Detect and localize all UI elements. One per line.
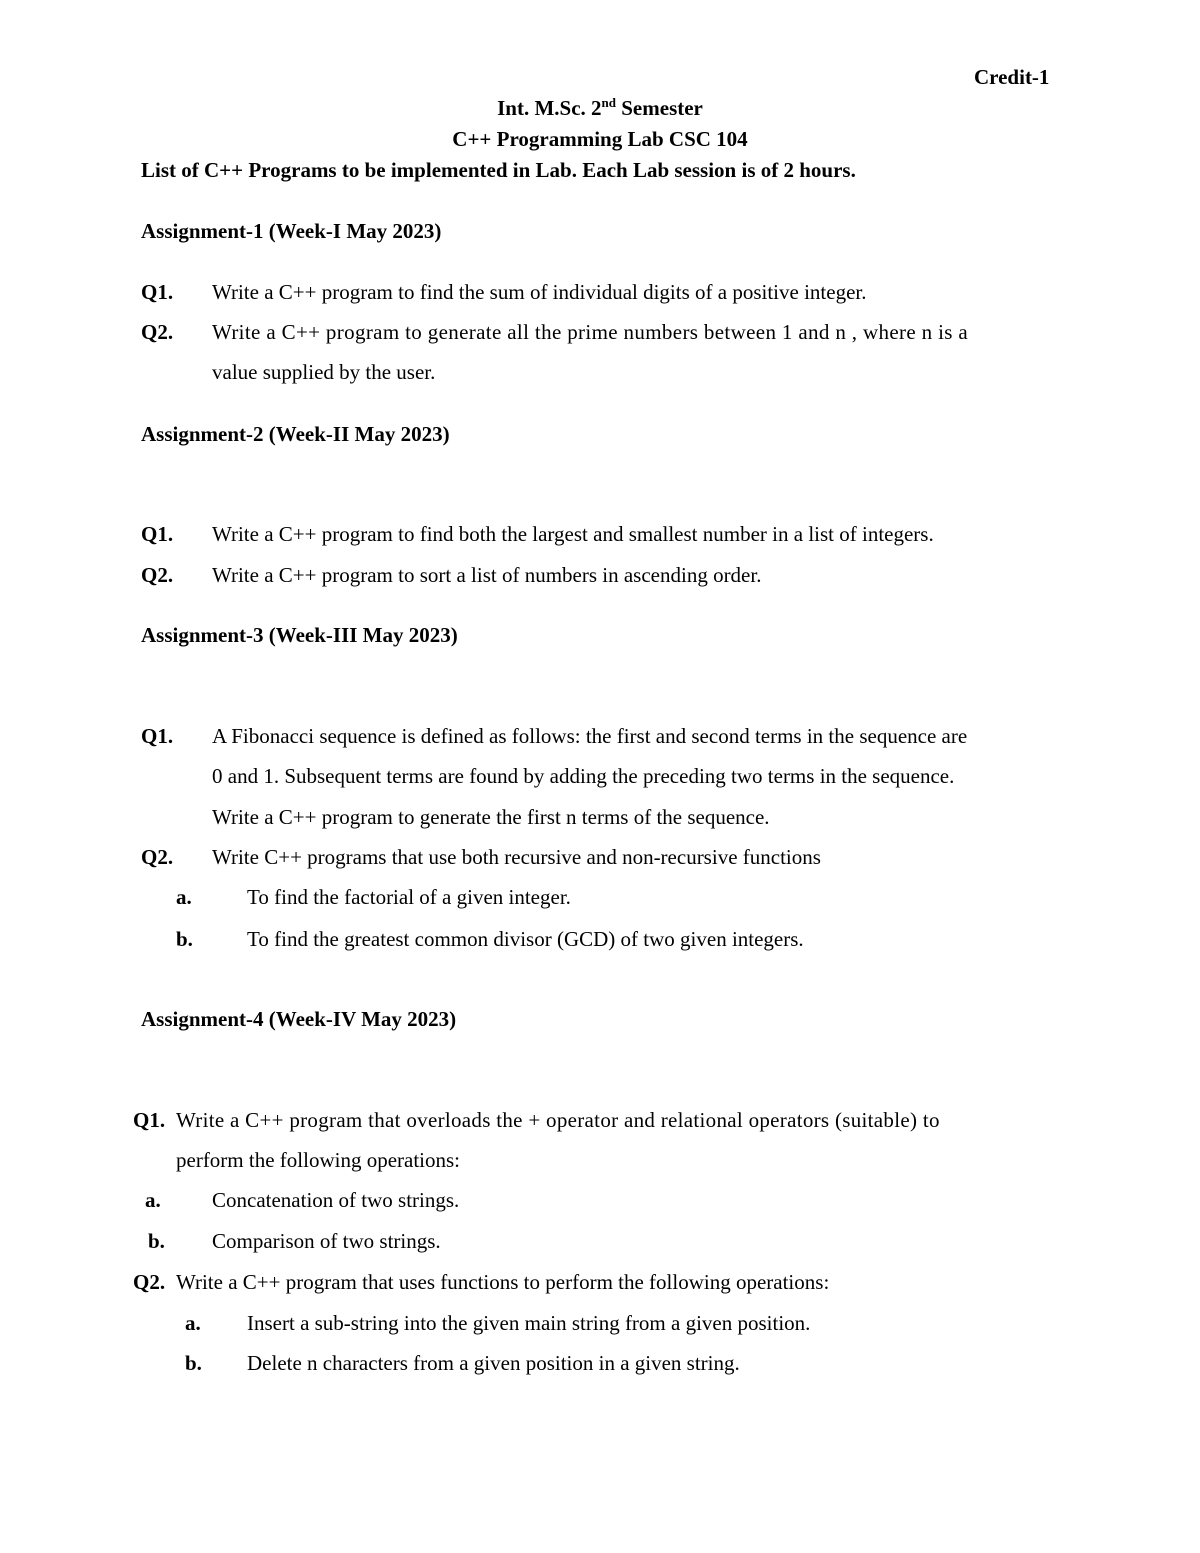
- question-text: Write a C++ program to find the sum of individual digits of a positive integer.: [212, 280, 867, 304]
- credit-label: Credit-1: [974, 65, 1050, 89]
- question-text: Write a C++ program that overloads the + operator and relational operators (suitable) to: [176, 1108, 940, 1132]
- subitem-text: Concatenation of two strings.: [212, 1188, 460, 1212]
- question-label: Q2.: [141, 845, 174, 869]
- question-text: Write C++ programs that use both recursive and non-recursive functions: [212, 845, 821, 869]
- course-semester-text: Int. M.Sc. 2: [497, 96, 602, 120]
- question-text: Write a C++ program to find both the largest and smallest number in a list of integers.: [212, 522, 934, 546]
- assignment-4-title: Assignment-4 (Week-IV May 2023): [141, 1007, 457, 1031]
- subitem-text: To find the factorial of a given integer.: [247, 885, 571, 909]
- subitem-label: b.: [148, 1229, 165, 1253]
- question-label: Q1.: [141, 280, 174, 304]
- course-semester: [0, 95, 1200, 121]
- subitem-text: Comparison of two strings.: [212, 1229, 441, 1253]
- question-text: value supplied by the user.: [212, 360, 436, 384]
- question-label: Q2.: [141, 563, 174, 587]
- assignment-3-title: Assignment-3 (Week-III May 2023): [141, 623, 458, 647]
- intro-line: List of C++ Programs to be implemented in Lab. Each Lab session is of 2 hours.: [141, 158, 856, 182]
- ordinal-suffix: nd: [601, 95, 616, 110]
- subitem-text: Delete n characters from a given position in a given string.: [247, 1351, 740, 1375]
- question-text: 0 and 1. Subsequent terms are found by adding the preceding two terms in the sequence.: [212, 764, 955, 788]
- subitem-text: To find the greatest common divisor (GCD) of two given integers.: [247, 927, 804, 951]
- subitem-label: b.: [185, 1351, 202, 1375]
- question-label: Q1.: [133, 1108, 166, 1132]
- course-title: C++ Programming Lab CSC 104: [452, 127, 748, 151]
- subitem-text: Insert a sub-string into the given main string from a given position.: [247, 1311, 811, 1335]
- question-label: Q2.: [141, 320, 174, 344]
- question-text: perform the following operations:: [176, 1148, 461, 1172]
- subitem-label: a.: [176, 885, 192, 909]
- subitem-label: b.: [176, 927, 193, 951]
- course-semester-tail: Semester: [616, 96, 703, 120]
- assignment-2-title: Assignment-2 (Week-II May 2023): [141, 422, 450, 446]
- question-label: Q2.: [133, 1270, 166, 1294]
- subitem-label: a.: [145, 1188, 161, 1212]
- question-label: Q1.: [141, 724, 174, 748]
- question-text: A Fibonacci sequence is defined as follows: the first and second terms in the sequence are: [212, 724, 968, 748]
- question-text: Write a C++ program to generate the first n terms of the sequence.: [212, 805, 770, 829]
- question-text: Write a C++ program that uses functions to perform the following operations:: [176, 1270, 830, 1294]
- question-text: Write a C++ program to sort a list of numbers in ascending order.: [212, 563, 762, 587]
- assignment-1-title: Assignment-1 (Week-I May 2023): [141, 219, 442, 243]
- question-text: Write a C++ program to generate all the prime numbers between 1 and n , where n is a: [212, 320, 969, 344]
- subitem-label: a.: [185, 1311, 201, 1335]
- question-label: Q1.: [141, 522, 174, 546]
